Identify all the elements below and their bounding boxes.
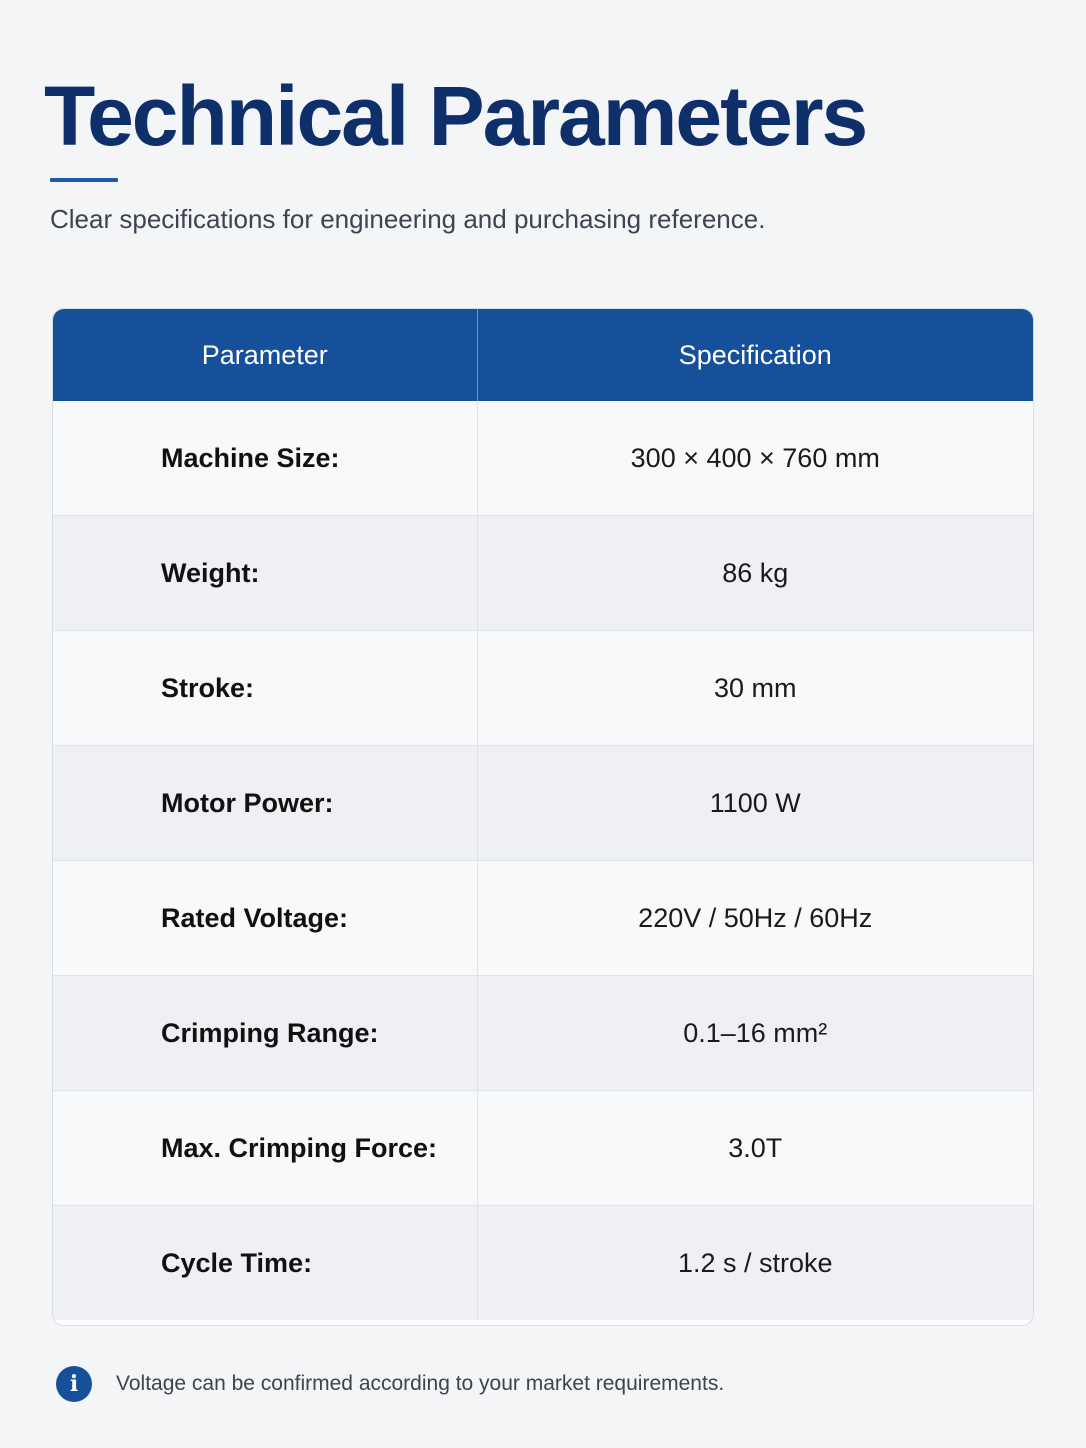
specifications-table-container	[52, 308, 1034, 1326]
page-title: Technical Parameters	[44, 69, 867, 163]
specification-cell: 1100 W	[477, 746, 1033, 861]
parameter-cell: Machine Size:	[53, 401, 477, 516]
specification-cell: 300 × 400 × 760 mm	[477, 401, 1033, 516]
specifications-table	[53, 309, 1033, 1320]
parameter-cell: Crimping Range:	[53, 976, 477, 1091]
parameter-cell: Stroke:	[53, 631, 477, 746]
parameter-cell: Motor Power:	[53, 746, 477, 861]
table-header-row	[53, 309, 1033, 401]
table-row	[53, 976, 1033, 1091]
specification-cell: 86 kg	[477, 516, 1033, 631]
title-accent-divider	[50, 178, 118, 182]
specification-cell: 3.0T	[477, 1091, 1033, 1206]
column-header-parameter: Parameter	[53, 309, 477, 401]
table-row	[53, 631, 1033, 746]
specification-cell: 1.2 s / stroke	[477, 1206, 1033, 1321]
table-row	[53, 516, 1033, 631]
table-row	[53, 746, 1033, 861]
table-body	[53, 401, 1033, 1320]
table-header	[53, 309, 1033, 401]
table-row	[53, 861, 1033, 976]
info-icon: i	[56, 1366, 92, 1402]
specification-cell: 220V / 50Hz / 60Hz	[477, 861, 1033, 976]
page-subtitle: Clear specifications for engineering and purchasing reference.	[50, 204, 766, 234]
parameter-cell: Rated Voltage:	[53, 861, 477, 976]
column-header-specification: Specification	[477, 309, 1033, 401]
specification-cell: 0.1–16 mm²	[477, 976, 1033, 1091]
footnote-text: Voltage can be confirmed according to your market requirements.	[116, 1372, 725, 1395]
parameter-cell: Max. Crimping Force:	[53, 1091, 477, 1206]
table-row	[53, 1091, 1033, 1206]
parameter-cell: Cycle Time:	[53, 1206, 477, 1321]
table-row	[53, 1206, 1033, 1321]
specification-cell: 30 mm	[477, 631, 1033, 746]
table-row	[53, 401, 1033, 516]
parameter-cell: Weight:	[53, 516, 477, 631]
footnote	[56, 1364, 724, 1404]
